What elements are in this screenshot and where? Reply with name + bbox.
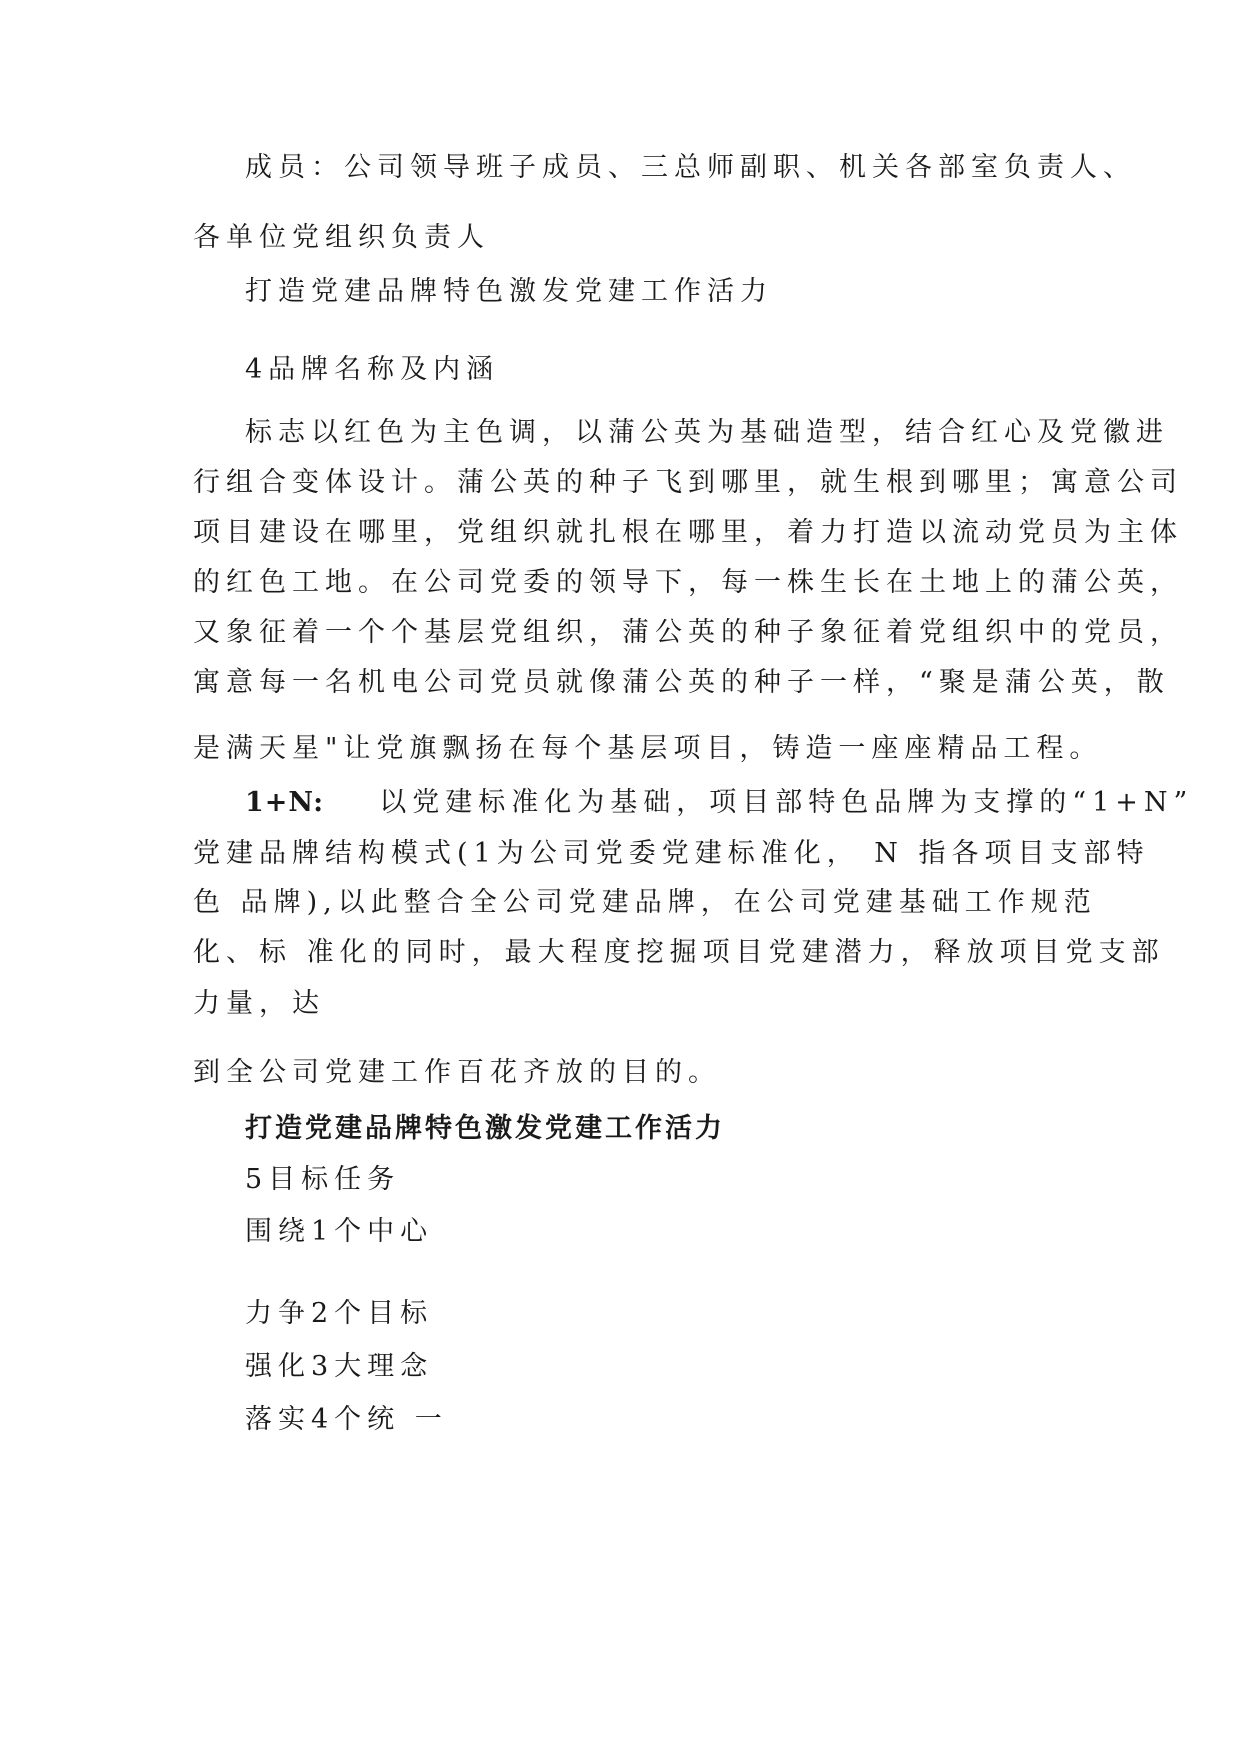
paragraph-line: 寓意每一名机电公司党员就像蒲公英的种子一样，“聚是蒲公英，散 xyxy=(193,667,1170,698)
task-item: 围绕1个中心 xyxy=(245,1216,434,1247)
section-heading: 打造党建品牌特色激发党建工作活力 xyxy=(245,276,773,307)
paragraph-line: 到全公司党建工作百花齐放的目的。 xyxy=(193,1057,721,1088)
one-plus-n-line xyxy=(245,783,1193,823)
section-heading-bold: 打造党建品牌特色激发党建工作活力 xyxy=(245,1113,725,1144)
members-line-cont: 各单位党组织负责人 xyxy=(193,222,490,253)
paragraph-line: 行组合变体设计。蒲公英的种子飞到哪里，就生根到哪里；寓意公司 xyxy=(193,467,1183,498)
paragraph-line: 色 品牌),以此整合全公司党建品牌，在公司党建基础工作规范 xyxy=(193,887,1097,918)
paragraph-line: 化、标 准化的同时，最大程度挖掘项目党建潜力，释放项目党支部 xyxy=(193,937,1165,968)
paragraph-line: 又象征着一个个基层党组织，蒲公英的种子象征着党组织中的党员， xyxy=(193,617,1183,648)
one-plus-n-text: 以党建标准化为基础，项目部特色品牌为支撑的“1+N” xyxy=(379,787,1194,818)
task-item: 落实4个统 一 xyxy=(245,1404,448,1435)
one-plus-n-label: 1+N: xyxy=(245,787,325,818)
section-4-title: 4品牌名称及内涵 xyxy=(245,354,500,385)
paragraph-line: 是满天星"让党旗飘扬在每个基层项目，铸造一座座精品工程。 xyxy=(193,733,1103,764)
task-item: 力争2个目标 xyxy=(245,1298,434,1329)
paragraph-line: 项目建设在哪里，党组织就扎根在哪里，着力打造以流动党员为主体 xyxy=(193,517,1183,548)
section-5-title: 5目标任务 xyxy=(245,1164,401,1195)
paragraph-line: 党建品牌结构模式(1为公司党委党建标准化， N 指各项目支部特 xyxy=(193,838,1150,869)
task-item: 强化3大理念 xyxy=(245,1351,434,1382)
paragraph-line: 力量，达 xyxy=(193,988,325,1019)
paragraph-line: 的红色工地。在公司党委的领导下，每一株生长在土地上的蒲公英， xyxy=(193,567,1183,598)
paragraph-line: 标志以红色为主色调，以蒲公英为基础造型，结合红心及党徽进 xyxy=(245,417,1169,448)
members-line: 成员：公司领导班子成员、三总师副职、机关各部室负责人、 xyxy=(245,152,1136,183)
